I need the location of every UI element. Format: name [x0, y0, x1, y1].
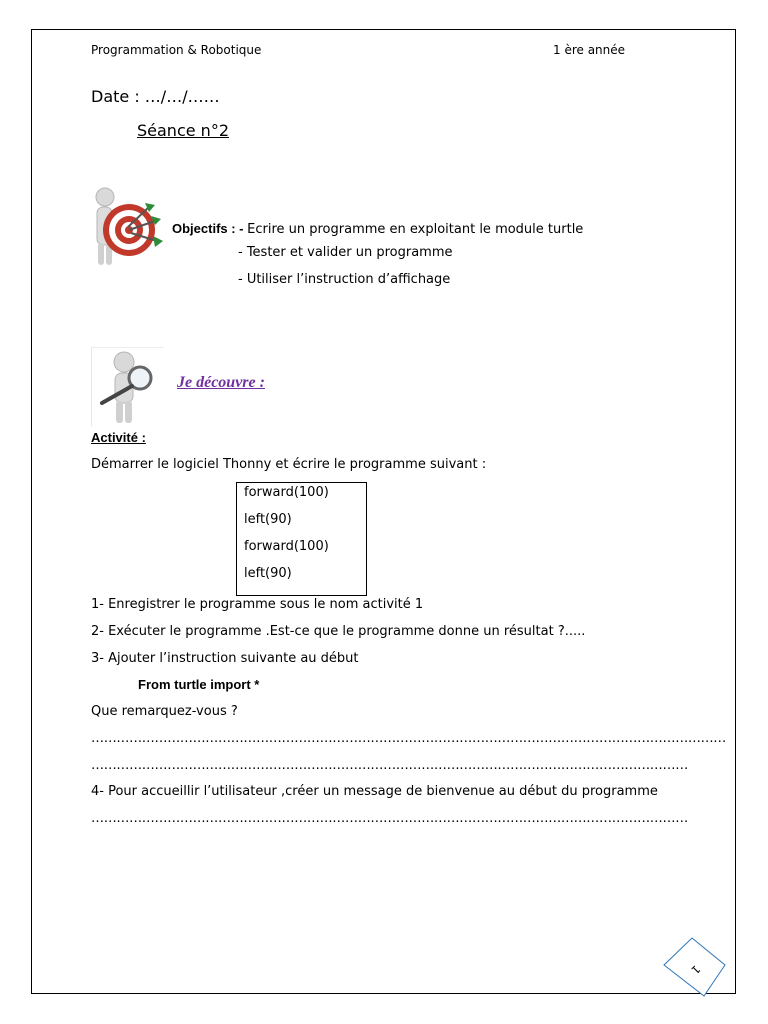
page-number: 1: [688, 962, 703, 977]
objectives-first-line: [172, 218, 583, 237]
code-line: left(90): [244, 566, 292, 581]
date-line: Date : …/…/……: [91, 87, 220, 106]
answer-line: ……………………………………………………………………………………………………………………………………: [91, 731, 727, 746]
answer-line: ……………………………………………………………………………………………………………………………: [91, 758, 688, 773]
objective-item: - Utiliser l’instruction d’affichage: [238, 272, 451, 287]
code-line: forward(100): [244, 539, 329, 554]
person-with-magnifier-icon: [91, 347, 164, 426]
step-3: 3- Ajouter l’instruction suivante au début: [91, 651, 359, 666]
code-box: [236, 482, 367, 596]
objective-item: Ecrire un programme en exploitant le module turtle: [247, 222, 584, 237]
seance-title: Séance n°2: [137, 121, 229, 140]
step-2: 2- Exécuter le programme .Est-ce que le programme donne un résultat ?.....: [91, 624, 586, 639]
discover-title: Je découvre :: [177, 374, 265, 391]
question: Que remarquez-vous ?: [91, 704, 238, 719]
answer-line: ……………………………………………………………………………………………………………………………: [91, 811, 688, 826]
code-line: left(90): [244, 512, 292, 527]
header-left: Programmation & Robotique: [91, 43, 262, 57]
activity-title: Activité :: [91, 430, 146, 445]
page-number-badge: [662, 937, 726, 997]
page-border: [31, 29, 736, 994]
header-right: 1 ère année: [553, 43, 626, 57]
step-4: 4- Pour accueillir l’utilisateur ,créer un message de bienvenue au début du programme: [91, 784, 658, 799]
objectives-label: Objectifs : -: [172, 221, 248, 236]
target-with-person-icon: [89, 185, 173, 269]
step-1: 1- Enregistrer le programme sous le nom activité 1: [91, 597, 424, 612]
objective-item: - Tester et valider un programme: [238, 245, 453, 260]
activity-intro: Démarrer le logiciel Thonny et écrire le programme suivant :: [91, 457, 487, 472]
code-line: forward(100): [244, 485, 329, 500]
import-line: From turtle import *: [138, 677, 260, 692]
